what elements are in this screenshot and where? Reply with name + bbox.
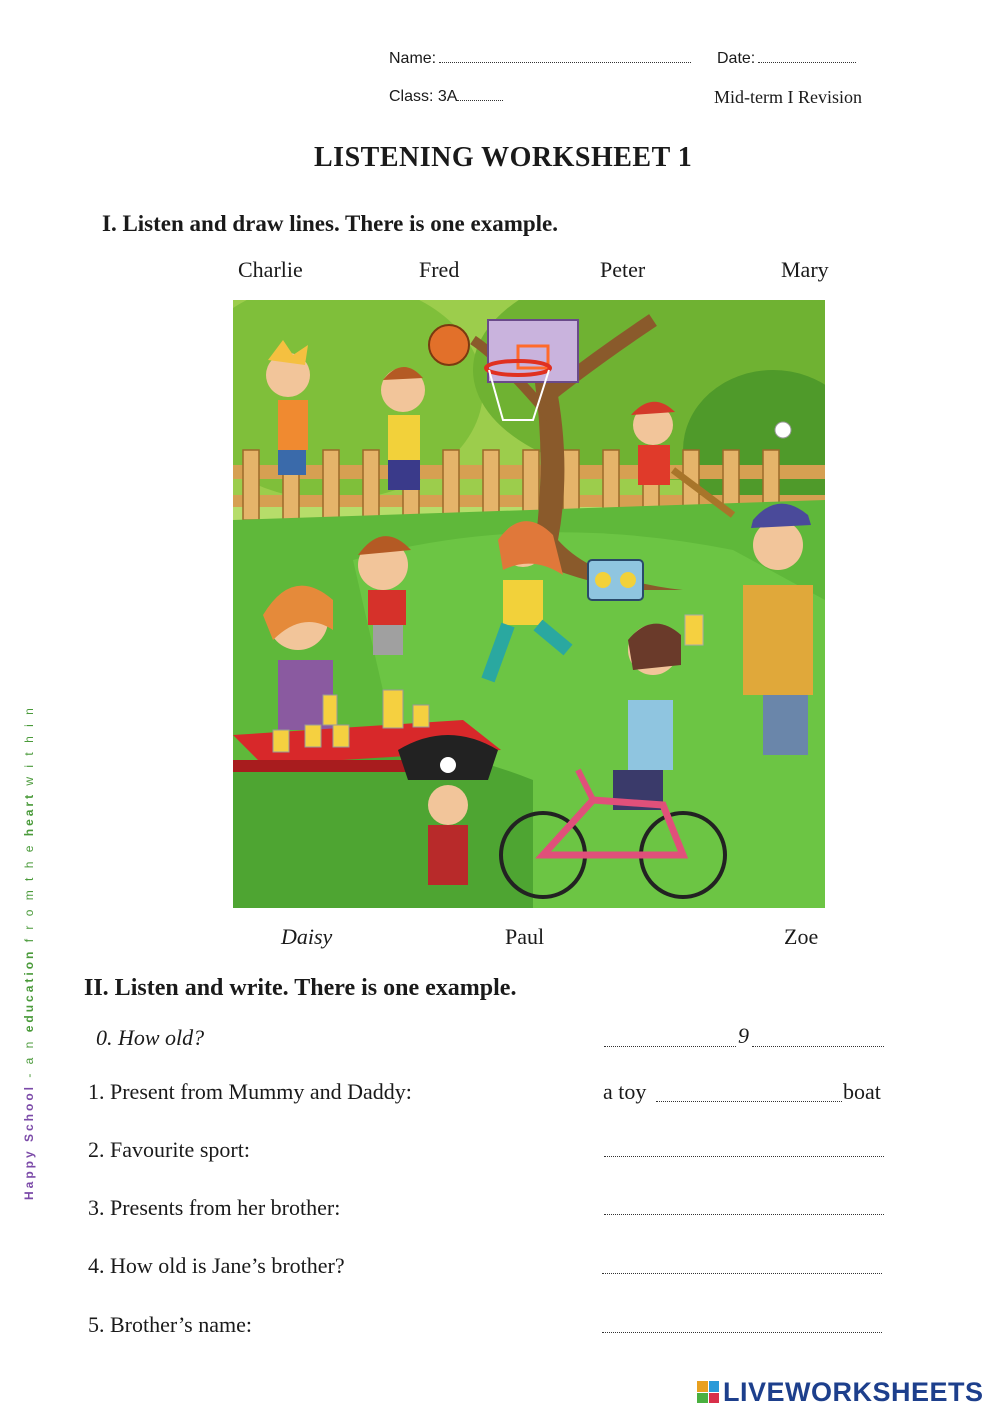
answer-blank-4[interactable] <box>602 1273 882 1274</box>
section-heading-1: I. Listen and draw lines. There is one example. <box>102 211 558 236</box>
class-blank[interactable] <box>457 100 503 101</box>
name-zoe: Zoe <box>784 924 819 949</box>
name-mary: Mary <box>781 257 829 282</box>
name-blank[interactable] <box>439 62 691 63</box>
name-peter: Peter <box>600 257 646 282</box>
question-1: 1. Present from Mummy and Daddy: <box>88 1079 412 1104</box>
liveworksheets-logo[interactable] <box>697 1377 984 1407</box>
logo-grid-icon <box>697 1381 719 1403</box>
answer-1-prefix: a toy <box>603 1079 647 1104</box>
example-answer: 9 <box>738 1023 749 1048</box>
revision-label: Mid-term I Revision <box>714 87 862 107</box>
answer-line-1 <box>603 1079 893 1105</box>
question-3: 3. Presents from her brother: <box>88 1195 341 1220</box>
class-label: Class: 3A <box>389 88 503 106</box>
example-question: 0. How old? <box>96 1025 205 1050</box>
page-title: LISTENING WORKSHEET 1 <box>314 142 693 173</box>
name-daisy: Daisy <box>281 924 333 949</box>
name-charlie: Charlie <box>238 257 303 282</box>
logo-text: LIVEWORKSHEETS <box>723 1376 984 1407</box>
answer-blank-5[interactable] <box>602 1332 882 1333</box>
answer-1-blank[interactable] <box>656 1101 842 1102</box>
answer-blank-3[interactable] <box>604 1214 884 1215</box>
date-blank[interactable] <box>758 62 856 63</box>
name-paul: Paul <box>505 924 545 949</box>
example-answer-line <box>604 1025 884 1049</box>
name-fred: Fred <box>419 257 460 282</box>
name-label: Name: <box>389 50 691 68</box>
park-illustration <box>233 300 825 908</box>
question-4: 4. How old is Jane’s brother? <box>88 1253 345 1278</box>
side-tagline: Happy School - a n education f r o m t h e heart w i t h i n <box>22 705 36 1200</box>
answer-blank-2[interactable] <box>604 1156 884 1157</box>
question-5: 5. Brother’s name: <box>88 1312 252 1337</box>
answer-1-suffix: boat <box>843 1079 881 1104</box>
section-heading-2: II. Listen and write. There is one example. <box>84 975 517 1001</box>
question-2: 2. Favourite sport: <box>88 1137 250 1162</box>
date-label: Date: <box>717 50 856 68</box>
